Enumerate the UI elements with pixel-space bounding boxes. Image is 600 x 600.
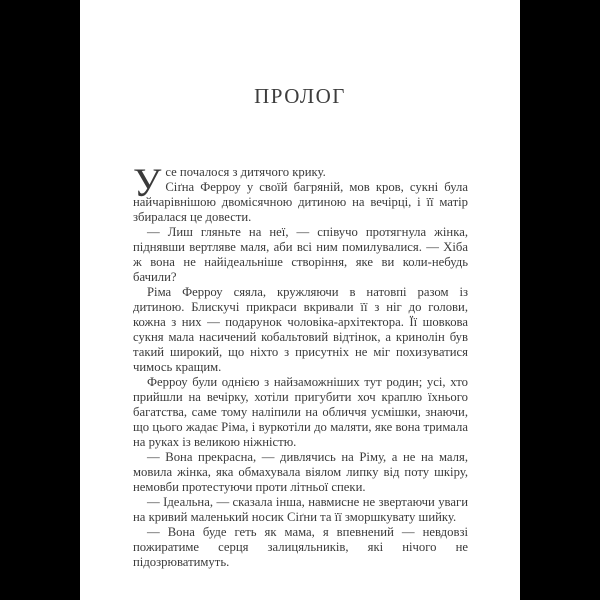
paragraph: — Вона буде геть як мама, я впевнений — невдовзі пожиратиме серця залицяльників, які нічого не підозрюватимуть. (133, 525, 468, 569)
paragraph: се почалося з дитячого крику. (165, 165, 326, 179)
paragraph: Ріма Ферроу сяяла, кружляючи в натовпі разом із дитиною. Блискучі прикраси вкривали її з ніг до голови, кожна з них — подарунок чоловіка-архітектора. Її шовкова сукня мала насичений кобальтовий відтінок, а кринолін був такий широкий, що ніхто з присутніх не міг похизуватися чимось кращим. (133, 285, 468, 374)
book-page (80, 0, 520, 600)
chapter-heading: ПРОЛОГ (254, 84, 346, 108)
body-text (133, 160, 468, 570)
paragraph: Сіґна Ферроу у своїй багряній, мов кров, сукні була найчарівнішою двомісячною дитиною на вечірці, і її матір збиралася це довести. (133, 180, 468, 224)
dropcap-letter: У (133, 160, 162, 205)
paragraph: — Лиш гляньте на неї, — співучо протягнула жінка, піднявши вертляве маля, аби всі ним помилувалися. — Хіба ж вона не найідеальніше створіння, яке ви коли-небудь бачили? (133, 225, 468, 284)
paragraph: Ферроу були однією з найзаможніших тут родин; усі, хто прийшли на вечірку, хотіли пригубити хоч краплю їхнього багатства, саме тому наліпили на обличчя усмішки, знаючи, що цього жадає Ріма, і вуркотіли до маляти, яке вона тримала на руках із великою ніжністю. (133, 375, 468, 449)
paragraph: — Вона прекрасна, — дивлячись на Ріму, а не на маля, мовила жінка, яка обмахувала віялом липку від поту шкіру, немовби протестуючи проти літньої спеки. (133, 450, 468, 494)
paragraph: — Ідеальна, — сказала інша, навмисне не звертаючи уваги на кривий маленький носик Сіґни та її зморшкувату шийку. (133, 495, 468, 524)
left-black-margin (0, 0, 80, 600)
right-black-margin (520, 0, 600, 600)
